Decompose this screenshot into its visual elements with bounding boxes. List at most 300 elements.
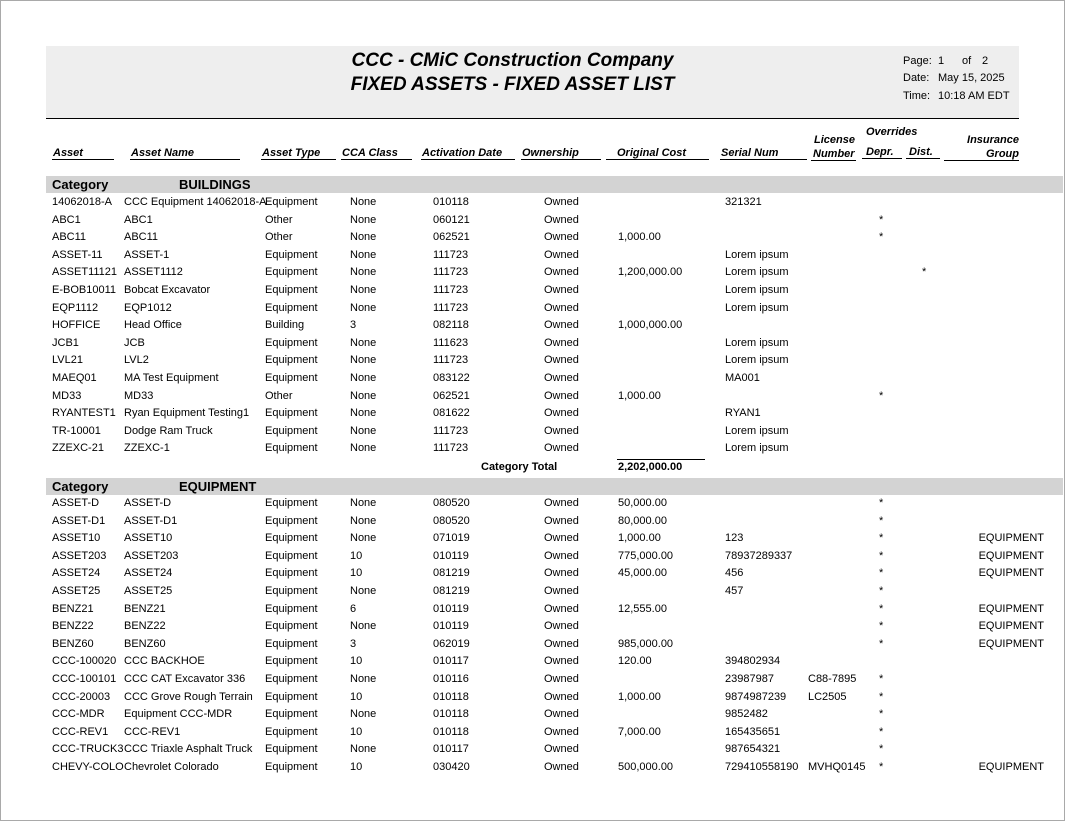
asset-id: HOFFICE bbox=[52, 319, 101, 332]
asset-type: Equipment bbox=[265, 602, 318, 615]
category-name-buildings: BUILDINGS bbox=[179, 177, 251, 192]
asset-type: Equipment bbox=[265, 354, 318, 367]
table-row bbox=[0, 440, 1065, 457]
original-cost: 1,000,000.00 bbox=[618, 319, 683, 332]
col-asset-type-underline bbox=[261, 159, 336, 160]
asset-id: ASSET-11 bbox=[52, 248, 103, 261]
ownership: Owned bbox=[544, 407, 579, 420]
asset-type: Equipment bbox=[265, 284, 318, 296]
asset-id: BENZ21 bbox=[52, 602, 94, 615]
asset-type: Equipment bbox=[265, 549, 318, 562]
cca-class: None bbox=[350, 213, 377, 226]
col-asset-type: Asset Type bbox=[262, 147, 321, 159]
col-license-1: License bbox=[814, 134, 855, 146]
cca-class: 10 bbox=[350, 725, 363, 738]
activation-date: 111623 bbox=[433, 336, 469, 349]
activation-date: 111723 bbox=[433, 248, 469, 261]
ownership: Owned bbox=[544, 708, 579, 721]
asset-type: Equipment bbox=[265, 725, 318, 738]
asset-id: ASSET25 bbox=[52, 585, 101, 597]
asset-id: BENZ22 bbox=[52, 620, 94, 633]
original-cost: 1,000.00 bbox=[618, 690, 661, 703]
asset-type: Equipment bbox=[265, 761, 318, 773]
asset-name: ABC1 bbox=[124, 213, 153, 226]
ownership: Owned bbox=[544, 690, 579, 703]
depr-override: * bbox=[879, 549, 884, 562]
serial-num: 729410558190 bbox=[725, 761, 799, 773]
asset-id: CHEVY-COLO bbox=[52, 761, 124, 773]
asset-type: Equipment bbox=[265, 673, 318, 685]
table-row bbox=[0, 548, 1065, 565]
asset-id: EQP1112 bbox=[52, 301, 99, 314]
serial-num: Lorem ipsum bbox=[725, 301, 789, 314]
table-row bbox=[0, 300, 1065, 317]
serial-num: RYAN1 bbox=[725, 407, 761, 420]
cca-class: None bbox=[350, 354, 377, 367]
activation-date: 010117 bbox=[433, 743, 469, 756]
asset-id: ASSET24 bbox=[52, 567, 101, 580]
col-original-cost-underline bbox=[606, 159, 709, 160]
activation-date: 010118 bbox=[433, 690, 469, 703]
category-total-value: 2,202,000.00 bbox=[618, 461, 683, 473]
table-row bbox=[0, 317, 1065, 334]
asset-name: ASSET25 bbox=[124, 585, 173, 597]
insurance-group: EQUIPMENT bbox=[978, 620, 1044, 633]
asset-name: CCC CAT Excavator 336 bbox=[124, 673, 246, 685]
asset-type: Building bbox=[265, 319, 305, 332]
table-row bbox=[0, 618, 1065, 635]
asset-type: Equipment bbox=[265, 196, 318, 208]
serial-num: 321321 bbox=[725, 196, 762, 208]
asset-name: BENZ22 bbox=[124, 620, 166, 633]
asset-id: LVL21 bbox=[52, 354, 83, 367]
insurance-group: EQUIPMENT bbox=[978, 637, 1044, 650]
original-cost: 1,000.00 bbox=[618, 231, 661, 244]
serial-num: 987654321 bbox=[725, 743, 781, 756]
of-label: of bbox=[962, 55, 972, 67]
col-asset-name-underline bbox=[130, 159, 240, 160]
depr-override: * bbox=[879, 690, 884, 703]
activation-date: 111723 bbox=[433, 284, 469, 296]
asset-type: Equipment bbox=[265, 442, 318, 455]
ownership: Owned bbox=[544, 761, 579, 773]
ownership: Owned bbox=[544, 442, 579, 455]
table-row bbox=[0, 212, 1065, 229]
asset-name: Bobcat Excavator bbox=[124, 284, 211, 296]
asset-id: MAEQ01 bbox=[52, 372, 97, 384]
ownership: Owned bbox=[544, 620, 579, 633]
page-total: 2 bbox=[982, 55, 989, 67]
asset-type: Equipment bbox=[265, 514, 318, 527]
insurance-group: EQUIPMENT bbox=[978, 602, 1044, 615]
asset-type: Equipment bbox=[265, 690, 318, 703]
activation-date: 010118 bbox=[433, 708, 469, 721]
asset-name: Ryan Equipment Testing1 bbox=[124, 407, 250, 420]
asset-type: Equipment bbox=[265, 372, 318, 384]
table-row bbox=[0, 759, 1065, 776]
asset-name: Dodge Ram Truck bbox=[124, 424, 213, 437]
asset-name: LVL2 bbox=[124, 354, 149, 367]
asset-id: E-BOB10011 bbox=[52, 284, 117, 296]
col-insurance-2: Group bbox=[986, 148, 1019, 160]
ownership: Owned bbox=[544, 248, 579, 261]
activation-date: 081219 bbox=[433, 567, 470, 580]
cca-class: None bbox=[350, 514, 377, 527]
serial-num: 23987987 bbox=[725, 673, 774, 685]
col-serial-num-underline bbox=[720, 159, 807, 160]
cca-class: None bbox=[350, 389, 377, 402]
table-row bbox=[0, 513, 1065, 530]
cca-class: None bbox=[350, 284, 377, 296]
cca-class: 10 bbox=[350, 761, 363, 773]
activation-date: 010118 bbox=[433, 725, 469, 738]
cca-class: None bbox=[350, 708, 377, 721]
serial-num: 9852482 bbox=[725, 708, 768, 721]
serial-num: 457 bbox=[725, 585, 744, 597]
depr-override: * bbox=[879, 585, 884, 597]
ownership: Owned bbox=[544, 196, 579, 208]
ownership: Owned bbox=[544, 567, 579, 580]
asset-type: Equipment bbox=[265, 424, 318, 437]
asset-name: ABC11 bbox=[124, 231, 159, 244]
cca-class: None bbox=[350, 336, 377, 349]
asset-name: ASSET10 bbox=[124, 532, 173, 545]
original-cost: 500,000.00 bbox=[618, 761, 674, 773]
serial-num: 9874987239 bbox=[725, 690, 787, 703]
asset-type: Equipment bbox=[265, 585, 318, 597]
category-name-equipment: EQUIPMENT bbox=[179, 479, 257, 494]
asset-name: CCC Equipment 14062018-A bbox=[124, 196, 267, 208]
license-number: LC2505 bbox=[808, 690, 847, 703]
ownership: Owned bbox=[544, 231, 579, 244]
asset-type: Equipment bbox=[265, 266, 318, 279]
asset-name: ASSET-1 bbox=[124, 248, 170, 261]
table-row bbox=[0, 530, 1065, 547]
asset-id: CCC-20003 bbox=[52, 690, 111, 703]
col-cca-class-underline bbox=[341, 159, 412, 160]
original-cost: 80,000.00 bbox=[618, 514, 667, 527]
table-row bbox=[0, 583, 1065, 600]
cca-class: None bbox=[350, 248, 377, 261]
col-depr: Depr. bbox=[866, 146, 894, 158]
ownership: Owned bbox=[544, 213, 579, 226]
ownership: Owned bbox=[544, 372, 579, 384]
cca-class: None bbox=[350, 673, 377, 685]
depr-override: * bbox=[879, 231, 884, 244]
table-row bbox=[0, 423, 1065, 440]
cca-class: None bbox=[350, 266, 377, 279]
serial-num: 123 bbox=[725, 532, 744, 545]
serial-num: Lorem ipsum bbox=[725, 248, 789, 261]
ownership: Owned bbox=[544, 602, 579, 615]
table-row bbox=[0, 653, 1065, 670]
activation-date: 010119 bbox=[433, 620, 469, 633]
ownership: Owned bbox=[544, 532, 579, 545]
date-value: May 15, 2025 bbox=[938, 72, 1005, 84]
activation-date: 080520 bbox=[433, 497, 470, 509]
table-row bbox=[0, 724, 1065, 741]
asset-name: JCB bbox=[124, 336, 145, 349]
asset-name: BENZ21 bbox=[124, 602, 166, 615]
asset-name: ZZEXC-1 bbox=[124, 442, 170, 455]
asset-id: ABC1 bbox=[52, 213, 81, 226]
table-row bbox=[0, 264, 1065, 281]
insurance-group: EQUIPMENT bbox=[978, 761, 1044, 773]
activation-date: 010119 bbox=[433, 602, 469, 615]
activation-date: 111723 bbox=[433, 301, 469, 314]
table-row bbox=[0, 194, 1065, 211]
asset-id: CCC-TRUCK3 bbox=[52, 743, 124, 756]
table-row bbox=[0, 689, 1065, 706]
depr-override: * bbox=[879, 389, 884, 402]
col-original-cost: Original Cost bbox=[617, 147, 687, 159]
serial-num: Lorem ipsum bbox=[725, 336, 789, 349]
asset-id: RYANTEST1 bbox=[52, 407, 116, 420]
col-insurance-underline bbox=[944, 160, 1019, 161]
depr-override: * bbox=[879, 673, 884, 685]
asset-name: ASSET1112 bbox=[124, 266, 183, 279]
activation-date: 060121 bbox=[433, 213, 470, 226]
ownership: Owned bbox=[544, 497, 579, 509]
asset-type: Equipment bbox=[265, 567, 318, 580]
depr-override: * bbox=[879, 725, 884, 738]
original-cost: 12,555.00 bbox=[618, 602, 667, 615]
asset-type: Equipment bbox=[265, 655, 318, 668]
page-number: 1 bbox=[938, 55, 945, 67]
cca-class: None bbox=[350, 442, 377, 455]
ownership: Owned bbox=[544, 424, 579, 437]
asset-name: BENZ60 bbox=[124, 637, 166, 650]
table-row bbox=[0, 601, 1065, 618]
ownership: Owned bbox=[544, 266, 579, 279]
category-label: Category bbox=[52, 479, 109, 494]
asset-type: Other bbox=[265, 213, 293, 226]
col-dist: Dist. bbox=[909, 146, 933, 158]
original-cost: 1,200,000.00 bbox=[618, 266, 683, 279]
asset-id: ABC11 bbox=[52, 231, 87, 244]
depr-override: * bbox=[879, 708, 884, 721]
cca-class: 10 bbox=[350, 690, 363, 703]
col-cca-class: CCA Class bbox=[342, 147, 398, 159]
category-label: Category bbox=[52, 177, 109, 192]
serial-num: MA001 bbox=[725, 372, 760, 384]
serial-num: 456 bbox=[725, 567, 744, 580]
cca-class: None bbox=[350, 424, 377, 437]
depr-override: * bbox=[879, 637, 884, 650]
original-cost: 7,000.00 bbox=[618, 725, 661, 738]
asset-name: ASSET-D bbox=[124, 497, 172, 509]
depr-override: * bbox=[879, 497, 884, 509]
ownership: Owned bbox=[544, 514, 579, 527]
asset-type: Equipment bbox=[265, 336, 318, 349]
activation-date: 010116 bbox=[433, 673, 469, 685]
depr-override: * bbox=[879, 567, 884, 580]
table-row bbox=[0, 229, 1065, 246]
table-row bbox=[0, 405, 1065, 422]
activation-date: 111723 bbox=[433, 442, 469, 455]
ownership: Owned bbox=[544, 549, 579, 562]
depr-override: * bbox=[879, 213, 884, 226]
ownership: Owned bbox=[544, 725, 579, 738]
cca-class: None bbox=[350, 743, 377, 756]
activation-date: 081219 bbox=[433, 585, 470, 597]
col-activation-date: Activation Date bbox=[422, 147, 503, 159]
asset-name: Equipment CCC-MDR bbox=[124, 708, 233, 721]
col-activation-date-underline bbox=[421, 159, 515, 160]
table-row bbox=[0, 370, 1065, 387]
activation-date: 081622 bbox=[433, 407, 470, 420]
asset-type: Equipment bbox=[265, 301, 318, 314]
asset-id: MD33 bbox=[52, 389, 82, 402]
asset-id: BENZ60 bbox=[52, 637, 94, 650]
activation-date: 062521 bbox=[433, 389, 470, 402]
col-insurance-1: Insurance bbox=[967, 134, 1019, 146]
cca-class: None bbox=[350, 585, 377, 597]
ownership: Owned bbox=[544, 585, 579, 597]
serial-num: 165435651 bbox=[725, 725, 781, 738]
original-cost: 120.00 bbox=[618, 655, 652, 668]
asset-name: ASSET-D1 bbox=[124, 514, 178, 527]
serial-num: Lorem ipsum bbox=[725, 266, 789, 279]
activation-date: 010118 bbox=[433, 196, 469, 208]
asset-name: CCC BACKHOE bbox=[124, 655, 205, 668]
serial-num: 78937289337 bbox=[725, 549, 793, 562]
ownership: Owned bbox=[544, 655, 579, 668]
asset-type: Other bbox=[265, 389, 293, 402]
cca-class: None bbox=[350, 532, 377, 545]
ownership: Owned bbox=[544, 743, 579, 756]
cca-class: None bbox=[350, 620, 377, 633]
company-title: CCC - CMiC Construction Company bbox=[351, 50, 674, 71]
depr-override: * bbox=[879, 761, 884, 773]
col-asset: Asset bbox=[53, 147, 83, 159]
activation-date: 083122 bbox=[433, 372, 470, 384]
col-serial-num: Serial Num bbox=[721, 147, 779, 159]
ownership: Owned bbox=[544, 354, 579, 367]
cca-class: 10 bbox=[350, 655, 363, 668]
dist-override: * bbox=[922, 266, 927, 279]
serial-num: Lorem ipsum bbox=[725, 424, 789, 437]
ownership: Owned bbox=[544, 284, 579, 296]
table-row bbox=[0, 706, 1065, 723]
asset-id: CCC-100101 bbox=[52, 673, 117, 685]
original-cost: 775,000.00 bbox=[618, 549, 674, 562]
cca-class: None bbox=[350, 372, 377, 384]
asset-id: ASSET10 bbox=[52, 532, 101, 545]
asset-name: CCC Triaxle Asphalt Truck bbox=[124, 743, 253, 756]
activation-date: 111723 bbox=[433, 424, 469, 437]
asset-id: ASSET11121 bbox=[52, 266, 118, 279]
asset-type: Equipment bbox=[265, 248, 318, 261]
asset-name: CCC-REV1 bbox=[124, 725, 181, 738]
asset-name: MD33 bbox=[124, 389, 154, 402]
ownership: Owned bbox=[544, 637, 579, 650]
table-row bbox=[0, 565, 1065, 582]
table-row bbox=[0, 495, 1065, 512]
original-cost: 50,000.00 bbox=[618, 497, 667, 509]
depr-override: * bbox=[879, 514, 884, 527]
col-ownership: Ownership bbox=[522, 147, 579, 159]
table-row bbox=[0, 247, 1065, 264]
asset-id: CCC-MDR bbox=[52, 708, 105, 721]
table-row bbox=[0, 282, 1065, 299]
activation-date: 111723 bbox=[433, 266, 469, 279]
col-overrides: Overrides bbox=[866, 126, 918, 138]
cca-class: None bbox=[350, 497, 377, 509]
asset-name: MA Test Equipment bbox=[124, 372, 219, 384]
asset-type: Equipment bbox=[265, 407, 318, 420]
license-number: MVHQ0145 bbox=[808, 761, 866, 773]
asset-id: 14062018-A bbox=[52, 196, 112, 208]
serial-num: Lorem ipsum bbox=[725, 284, 789, 296]
activation-date: 062521 bbox=[433, 231, 470, 244]
page-label: Page: bbox=[903, 55, 932, 67]
asset-id: ASSET-D1 bbox=[52, 514, 106, 527]
insurance-group: EQUIPMENT bbox=[978, 549, 1044, 562]
ownership: Owned bbox=[544, 301, 579, 314]
asset-id: TR-10001 bbox=[52, 424, 101, 437]
original-cost: 1,000.00 bbox=[618, 389, 661, 402]
header-rule bbox=[46, 118, 1019, 119]
time-value: 10:18 AM EDT bbox=[938, 90, 1010, 102]
col-license-2: Number bbox=[813, 148, 855, 160]
activation-date: 111723 bbox=[433, 354, 469, 367]
depr-override: * bbox=[879, 743, 884, 756]
original-cost: 1,000.00 bbox=[618, 532, 661, 545]
asset-id: ASSET203 bbox=[52, 549, 107, 562]
ownership: Owned bbox=[544, 336, 579, 349]
asset-type: Equipment bbox=[265, 532, 318, 545]
cca-class: None bbox=[350, 196, 377, 208]
asset-id: ASSET-D bbox=[52, 497, 100, 509]
asset-type: Equipment bbox=[265, 620, 318, 633]
col-ownership-underline bbox=[521, 159, 601, 160]
serial-num: Lorem ipsum bbox=[725, 442, 789, 455]
cca-class: 10 bbox=[350, 567, 363, 580]
serial-num: 394802934 bbox=[725, 655, 781, 668]
depr-override: * bbox=[879, 602, 884, 615]
asset-name: ASSET203 bbox=[124, 549, 179, 562]
asset-id: JCB1 bbox=[52, 336, 79, 349]
insurance-group: EQUIPMENT bbox=[978, 567, 1044, 580]
activation-date: 080520 bbox=[433, 514, 470, 527]
asset-name: ASSET24 bbox=[124, 567, 173, 580]
asset-type: Other bbox=[265, 231, 293, 244]
asset-type: Equipment bbox=[265, 637, 318, 650]
asset-name: CCC Grove Rough Terrain bbox=[124, 690, 253, 703]
depr-override: * bbox=[879, 532, 884, 545]
col-dist-underline bbox=[906, 158, 940, 159]
asset-name: Head Office bbox=[124, 319, 182, 332]
category-total-label: Category Total bbox=[481, 461, 558, 473]
activation-date: 062019 bbox=[433, 637, 470, 650]
asset-type: Equipment bbox=[265, 708, 318, 721]
col-asset-name: Asset Name bbox=[131, 147, 194, 159]
activation-date: 010119 bbox=[433, 549, 469, 562]
col-license-underline bbox=[811, 160, 856, 161]
insurance-group: EQUIPMENT bbox=[978, 532, 1044, 545]
depr-override: * bbox=[879, 620, 884, 633]
ownership: Owned bbox=[544, 673, 579, 685]
date-label: Date: bbox=[903, 72, 930, 84]
table-row bbox=[0, 741, 1065, 758]
asset-type: Equipment bbox=[265, 497, 318, 509]
activation-date: 082118 bbox=[433, 319, 469, 332]
license-number: C88-7895 bbox=[808, 673, 857, 685]
col-asset-underline bbox=[52, 159, 114, 160]
asset-name: EQP1012 bbox=[124, 301, 172, 314]
table-row bbox=[0, 671, 1065, 688]
